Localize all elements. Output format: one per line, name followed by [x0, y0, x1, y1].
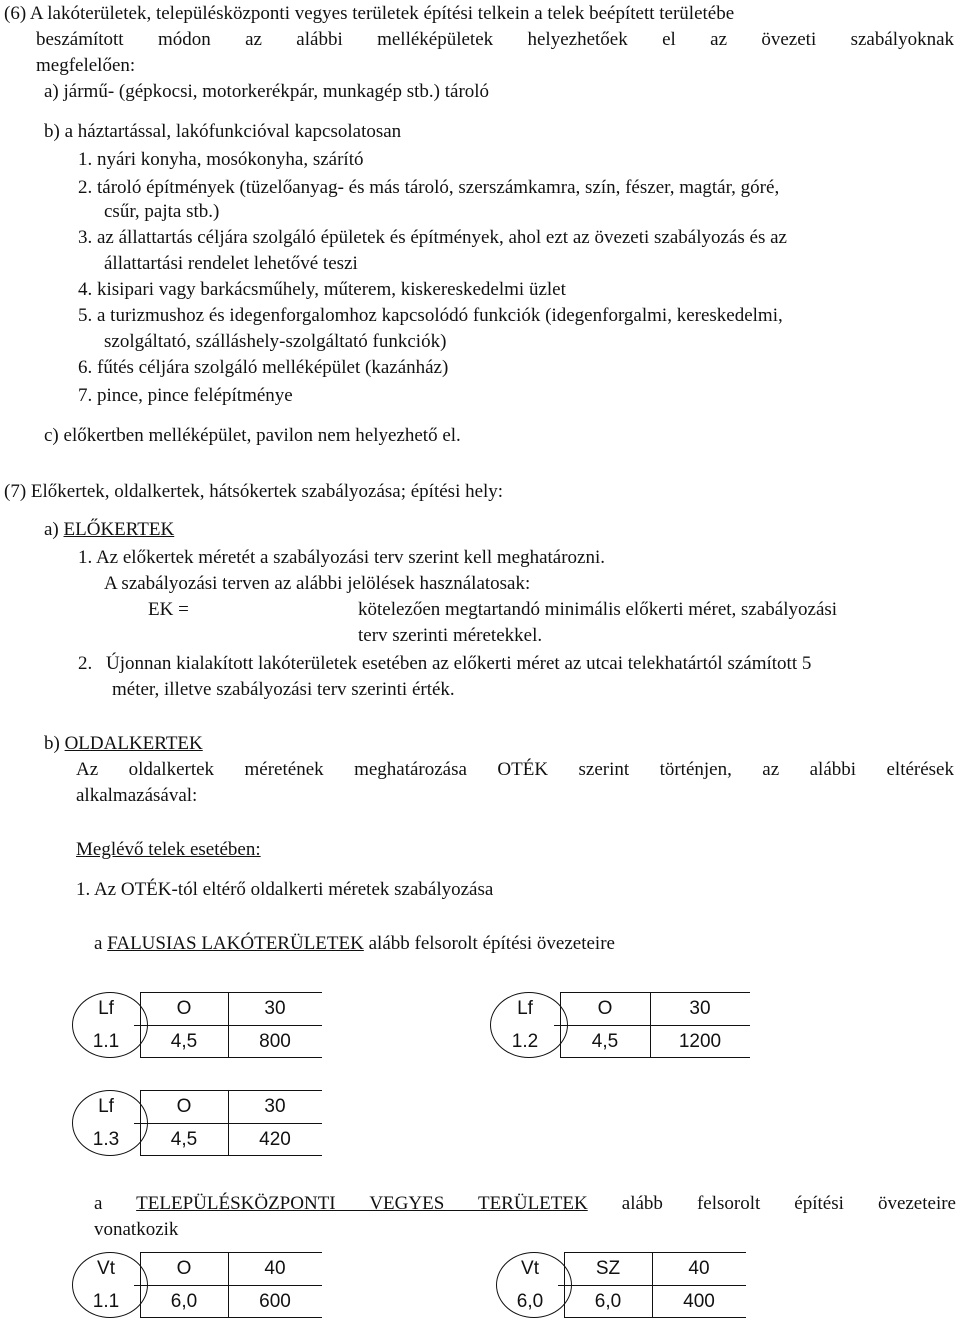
telepules-heading-content	[94, 1192, 956, 1216]
falusias-prefix: a	[94, 933, 108, 954]
section-7-title: (7) Előkertek, oldalkertek, hátsókertek szabályozása; építési hely:	[4, 481, 504, 502]
zone-cell-top-left: Lf	[517, 998, 533, 1019]
subsection-b-heading	[44, 732, 203, 756]
zone-cell-top-mid: O	[176, 1096, 192, 1117]
zone-cell-bot-mid: 4,5	[170, 1129, 198, 1150]
falusias-heading	[94, 932, 615, 956]
zone-cell-bot-left: 1.2	[511, 1031, 539, 1052]
zone-cell-top-right: 40	[688, 1258, 710, 1279]
zone-cell-top-left: Lf	[98, 998, 114, 1019]
item-b5-line-2: szolgáltató, szálláshely-szolgáltató funkciók)	[104, 331, 447, 352]
zone-cell-top-right: 30	[264, 1096, 286, 1117]
subsection-b-title: OLDALKERTEK	[64, 733, 203, 754]
zone-cell-bot-left: 1.1	[92, 1291, 120, 1312]
zone-cell-bot-right: 600	[259, 1291, 291, 1312]
a2-number: 2.	[78, 653, 93, 674]
ek-definition-line-2: terv szerinti méretekkel.	[358, 625, 543, 646]
zone-cell-top-left: Lf	[98, 1096, 114, 1117]
ek-definition-line-1: kötelezően megtartandó minimális előkerti méret, szabályozási	[358, 599, 838, 620]
existing-plot-heading: Meglévő telek esetében:	[76, 839, 261, 860]
zone-cell-bot-left: 6,0	[516, 1291, 544, 1312]
subsection-a-heading	[44, 518, 174, 542]
subsection-a-title: ELŐKERTEK	[63, 519, 175, 540]
telepules-heading-line-2: vonatkozik	[94, 1219, 179, 1240]
zone-table-lf-1-3	[72, 1090, 322, 1156]
b-text-line-1-content: Az oldalkertek méretének meghatározása OTÉK szerint történjen, az alábbi eltérések	[76, 759, 954, 780]
para-6-line-1: (6) A lakóterületek, településközponti vegyes területek építési telkein a telek beépített területébe	[4, 3, 735, 24]
zone-cell-top-right: 40	[264, 1258, 286, 1279]
a2-line-1: Újonnan kialakított lakóterületek esetében az előkerti méret az utcai telekhatártól számított 5	[106, 653, 812, 674]
zone-cell-top-right: 30	[689, 998, 711, 1019]
a2-line-2: méter, illetve szabályozási terv szerinti érték.	[112, 679, 455, 700]
zone-cell-bot-mid: 4,5	[170, 1031, 198, 1052]
zone-cell-top-mid: O	[597, 998, 613, 1019]
item-b3-line-2: állattartási rendelet lehetővé teszi	[104, 253, 358, 274]
zone-cell-top-left: Vt	[521, 1258, 539, 1279]
falusias-zone-name: FALUSIAS LAKÓTERÜLETEK	[107, 933, 364, 954]
zone-cell-bot-left: 1.3	[92, 1129, 120, 1150]
rule-1: 1. Az OTÉK-tól eltérő oldalkerti méretek szabályozása	[76, 879, 494, 900]
zone-cell-top-mid: O	[176, 998, 192, 1019]
zone-cell-bot-right: 1200	[678, 1031, 722, 1052]
falusias-suffix: alább felsorolt építési övezeteire	[363, 933, 615, 954]
zone-cell-bot-mid: 6,0	[170, 1291, 198, 1312]
a1-sub-text: A szabályozási terven az alábbi jelölések használatosak:	[104, 573, 531, 594]
a1-text: 1. Az előkertek méretét a szabályozási terv szerint kell meghatározni.	[78, 547, 606, 568]
subsection-b-prefix: b)	[44, 733, 65, 754]
item-a-vehicle-storage: a) jármű- (gépkocsi, motorkerékpár, munkagép stb.) tároló	[44, 81, 490, 102]
telepules-zone-name: TELEPÜLÉSKÖZPONTI VEGYES TERÜLETEK	[136, 1193, 588, 1214]
zone-table-lf-1-1	[72, 992, 322, 1058]
item-b4: 4. kisipari vagy barkácsműhely, műterem, kiskereskedelmi üzlet	[78, 279, 566, 300]
item-b2-line-1: 2. tároló építmények (tüzelőanyag- és más tároló, szerszámkamra, szín, fészer, magtár, góré,	[78, 177, 780, 198]
zone-cell-bot-right: 800	[259, 1031, 291, 1052]
zone-cell-bot-mid: 4,5	[591, 1031, 619, 1052]
telepules-prefix: a	[94, 1193, 137, 1214]
b-text-line-2: alkalmazásával:	[76, 785, 198, 806]
zone-cell-top-mid: SZ	[595, 1258, 621, 1279]
b-text-line-1	[76, 758, 954, 782]
zone-table-vt-1-1	[72, 1252, 322, 1318]
telepules-heading-line-1	[94, 1192, 956, 1216]
zone-cell-bot-right: 400	[683, 1291, 715, 1312]
para-6-line-2: beszámított módon az alábbi melléképületek helyezhetőek el az övezeti szabályoknak	[36, 29, 954, 50]
zone-cell-bot-right: 420	[259, 1129, 291, 1150]
zone-cell-top-left: Vt	[97, 1258, 115, 1279]
ek-label: EK =	[148, 599, 189, 620]
item-b6: 6. fűtés céljára szolgáló melléképület (kazánház)	[78, 357, 449, 378]
item-c: c) előkertben melléképület, pavilon nem helyezhető el.	[44, 425, 461, 446]
zone-cell-top-mid: O	[176, 1258, 192, 1279]
zone-cell-bot-left: 1.1	[92, 1031, 120, 1052]
item-b7: 7. pince, pince felépítménye	[78, 385, 293, 406]
item-b3-line-1: 3. az állattartás céljára szolgáló épületek és építmények, ahol ezt az övezeti szabályozás és az	[78, 227, 787, 248]
item-b1: 1. nyári konyha, mosókonyha, szárító	[78, 149, 364, 170]
zone-table-vt-6-0	[496, 1252, 746, 1318]
telepules-suffix: alább felsorolt építési övezeteire	[587, 1193, 956, 1214]
zone-cell-top-right: 30	[264, 998, 286, 1019]
item-b2-line-2: csűr, pajta stb.)	[104, 201, 220, 222]
subsection-a-prefix: a)	[44, 519, 64, 540]
item-b-household: b) a háztartással, lakófunkcióval kapcsolatosan	[44, 121, 402, 142]
zone-cell-bot-mid: 6,0	[594, 1291, 622, 1312]
para-6-line-3: megfelelően:	[36, 55, 136, 76]
zone-table-lf-1-2	[490, 992, 750, 1058]
item-b5-line-1: 5. a turizmushoz és idegenforgalomhoz kapcsolódó funkciók (idegenforgalmi, kereskedelmi,	[78, 305, 783, 326]
